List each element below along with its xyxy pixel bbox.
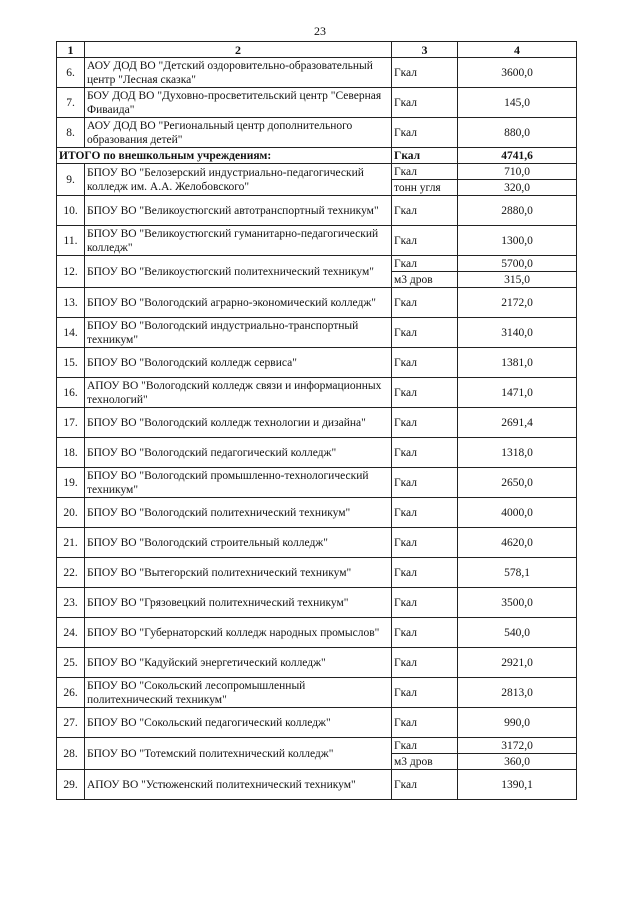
value: 4000,0: [458, 498, 577, 528]
institution-name: БПОУ ВО "Вологодский педагогический колледж": [85, 438, 392, 468]
value: 2921,0: [458, 648, 577, 678]
unit: тонн угля: [392, 180, 458, 196]
row-number: 22.: [57, 558, 85, 588]
value: 710,0: [458, 164, 577, 180]
row-number: 26.: [57, 678, 85, 708]
table-row: [57, 528, 577, 558]
institution-name: БПОУ ВО "Вологодский колледж технологии и дизайна": [85, 408, 392, 438]
row-number: 14.: [57, 318, 85, 348]
table-row: [57, 288, 577, 318]
value: 880,0: [458, 118, 577, 148]
institution-name: БПОУ ВО "Кадуйский энергетический колледж": [85, 648, 392, 678]
header-col-3: 3: [392, 42, 458, 58]
institution-name: БПОУ ВО "Вытегорский политехнический техникум": [85, 558, 392, 588]
row-number: 21.: [57, 528, 85, 558]
row-number: 16.: [57, 378, 85, 408]
table-row: [57, 738, 577, 754]
table-row: [57, 58, 577, 88]
total-row: [57, 148, 577, 164]
total-label: ИТОГО по внешкольным учреждениям:: [57, 148, 392, 164]
unit: Гкал: [392, 348, 458, 378]
value: 578,1: [458, 558, 577, 588]
table-row: [57, 558, 577, 588]
row-number: 25.: [57, 648, 85, 678]
table-row: [57, 468, 577, 498]
table-row: [57, 118, 577, 148]
value: 1300,0: [458, 226, 577, 256]
institution-name: АПОУ ВО "Вологодский колледж связи и информационных технологий": [85, 378, 392, 408]
energy-table: [56, 41, 577, 800]
institution-name: БПОУ ВО "Сокольский лесопромышленный политехнический техникум": [85, 678, 392, 708]
institution-name: БПОУ ВО "Белозерский индустриально-педагогический колледж им. А.А. Желобовского": [85, 164, 392, 196]
value: 1318,0: [458, 438, 577, 468]
row-number: 23.: [57, 588, 85, 618]
table-row: [57, 648, 577, 678]
table-row: [57, 438, 577, 468]
table-row: [57, 256, 577, 272]
institution-name: АОУ ДОД ВО "Детский оздоровительно-образовательный центр "Лесная сказка": [85, 58, 392, 88]
value: 320,0: [458, 180, 577, 196]
institution-name: БПОУ ВО "Вологодский колледж сервиса": [85, 348, 392, 378]
table-row: [57, 618, 577, 648]
header-col-2: 2: [85, 42, 392, 58]
institution-name: АПОУ ВО "Устюженский политехнический техникум": [85, 770, 392, 800]
value: 360,0: [458, 754, 577, 770]
table-row: [57, 498, 577, 528]
value: 540,0: [458, 618, 577, 648]
institution-name: БПОУ ВО "Вологодский аграрно-экономический колледж": [85, 288, 392, 318]
row-number: 17.: [57, 408, 85, 438]
unit: Гкал: [392, 558, 458, 588]
table-row: [57, 88, 577, 118]
value: 5700,0: [458, 256, 577, 272]
unit: Гкал: [392, 164, 458, 180]
institution-name: БПОУ ВО "Вологодский индустриально-транспортный техникум": [85, 318, 392, 348]
value: 145,0: [458, 88, 577, 118]
page-number: 23: [314, 24, 326, 38]
row-number: 6.: [57, 58, 85, 88]
unit: Гкал: [392, 468, 458, 498]
unit: Гкал: [392, 770, 458, 800]
row-number: 9.: [57, 164, 85, 196]
unit: Гкал: [392, 588, 458, 618]
unit: Гкал: [392, 618, 458, 648]
table-row: [57, 770, 577, 800]
institution-name: БПОУ ВО "Грязовецкий политехнический техникум": [85, 588, 392, 618]
row-number: 12.: [57, 256, 85, 288]
value: 2813,0: [458, 678, 577, 708]
institution-name: БПОУ ВО "Тотемский политехнический колледж": [85, 738, 392, 770]
unit: Гкал: [392, 408, 458, 438]
unit: Гкал: [392, 678, 458, 708]
table-row: [57, 226, 577, 256]
unit: Гкал: [392, 58, 458, 88]
unit: Гкал: [392, 118, 458, 148]
row-number: 18.: [57, 438, 85, 468]
institution-name: БПОУ ВО "Вологодский промышленно-технологический техникум": [85, 468, 392, 498]
unit: Гкал: [392, 498, 458, 528]
value: 1390,1: [458, 770, 577, 800]
value: 2691,4: [458, 408, 577, 438]
unit: м3 дров: [392, 272, 458, 288]
value: 315,0: [458, 272, 577, 288]
unit: Гкал: [392, 256, 458, 272]
institution-name: БПОУ ВО "Великоустюгский политехнический техникум": [85, 256, 392, 288]
row-number: 28.: [57, 738, 85, 770]
unit: м3 дров: [392, 754, 458, 770]
institution-name: АОУ ДОД ВО "Региональный центр дополнительного образования детей": [85, 118, 392, 148]
unit: Гкал: [392, 318, 458, 348]
table-row: [57, 378, 577, 408]
header-col-4: 4: [458, 42, 577, 58]
unit: Гкал: [392, 648, 458, 678]
table-row: [57, 678, 577, 708]
institution-name: БОУ ДОД ВО "Духовно-просветительский центр "Северная Фиваида": [85, 88, 392, 118]
unit: Гкал: [392, 528, 458, 558]
value: 2172,0: [458, 288, 577, 318]
table-row: [57, 196, 577, 226]
row-number: 11.: [57, 226, 85, 256]
row-number: 29.: [57, 770, 85, 800]
row-number: 20.: [57, 498, 85, 528]
row-number: 27.: [57, 708, 85, 738]
table-row: [57, 588, 577, 618]
value: 3172,0: [458, 738, 577, 754]
total-unit: Гкал: [392, 148, 458, 164]
unit: Гкал: [392, 378, 458, 408]
row-number: 15.: [57, 348, 85, 378]
value: 2650,0: [458, 468, 577, 498]
row-number: 10.: [57, 196, 85, 226]
institution-name: БПОУ ВО "Великоустюгский гуманитарно-педагогический колледж": [85, 226, 392, 256]
row-number: 24.: [57, 618, 85, 648]
institution-name: БПОУ ВО "Вологодский политехнический техникум": [85, 498, 392, 528]
table-row: [57, 348, 577, 378]
row-number: 19.: [57, 468, 85, 498]
total-value: 4741,6: [458, 148, 577, 164]
value: 990,0: [458, 708, 577, 738]
unit: Гкал: [392, 738, 458, 754]
value: 2880,0: [458, 196, 577, 226]
institution-name: БПОУ ВО "Губернаторский колледж народных промыслов": [85, 618, 392, 648]
value: 1381,0: [458, 348, 577, 378]
unit: Гкал: [392, 438, 458, 468]
value: 3500,0: [458, 588, 577, 618]
table-row: [57, 164, 577, 180]
table-row: [57, 318, 577, 348]
header-row: [57, 42, 577, 58]
unit: Гкал: [392, 196, 458, 226]
row-number: 7.: [57, 88, 85, 118]
unit: Гкал: [392, 708, 458, 738]
value: 4620,0: [458, 528, 577, 558]
institution-name: БПОУ ВО "Сокольский педагогический колледж": [85, 708, 392, 738]
table-row: [57, 408, 577, 438]
unit: Гкал: [392, 226, 458, 256]
value: 3140,0: [458, 318, 577, 348]
value: 3600,0: [458, 58, 577, 88]
table-row: [57, 708, 577, 738]
value: 1471,0: [458, 378, 577, 408]
institution-name: БПОУ ВО "Великоустюгский автотранспортный техникум": [85, 196, 392, 226]
unit: Гкал: [392, 288, 458, 318]
unit: Гкал: [392, 88, 458, 118]
institution-name: БПОУ ВО "Вологодский строительный колледж": [85, 528, 392, 558]
row-number: 8.: [57, 118, 85, 148]
row-number: 13.: [57, 288, 85, 318]
header-col-1: 1: [57, 42, 85, 58]
